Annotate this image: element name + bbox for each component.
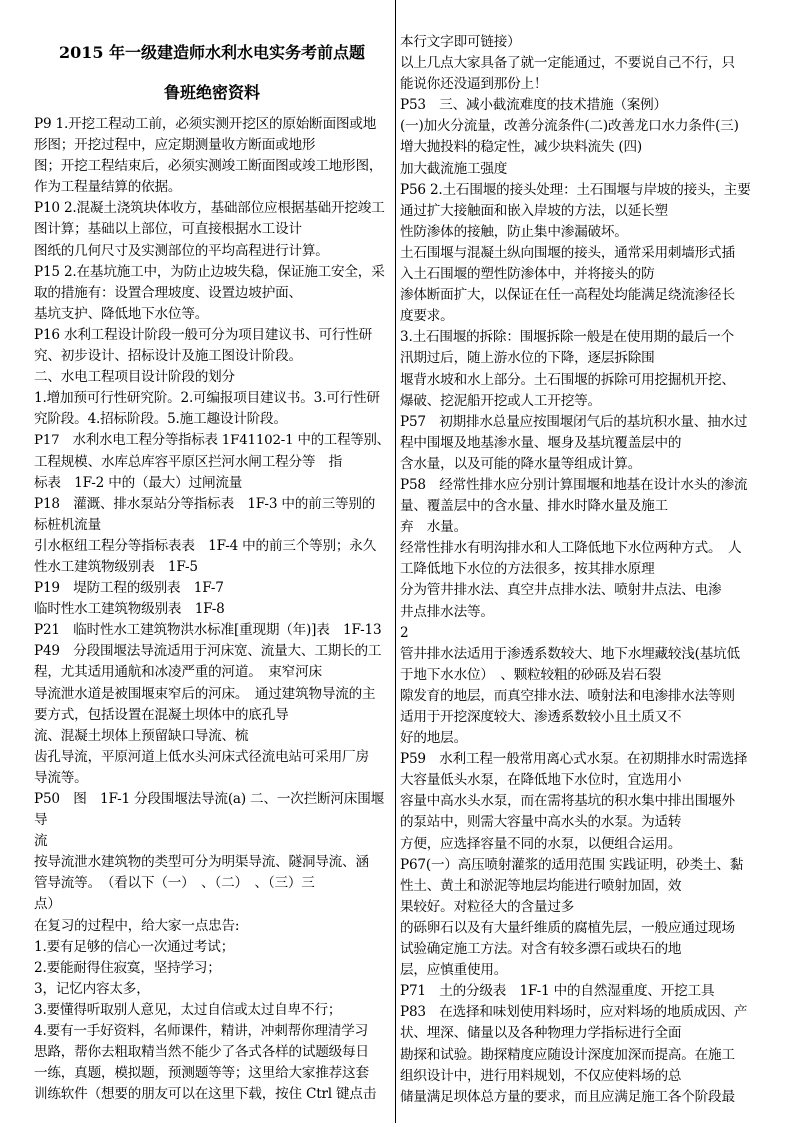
text-line: 度要求。 (400, 308, 454, 325)
text-line: 程，尤其适用通航和冰凌严重的河道。 束窄河床 (34, 664, 322, 681)
text-line: 标表 1F-2 中的（最大）过闸流量 (34, 474, 243, 491)
text-line: 流、混凝土坝体上预留缺口导流、梳 (34, 727, 249, 744)
text-line: 基坑支护、降低地下水位等。 (34, 305, 209, 322)
text-line: 训练软件（想要的朋友可以在这里下载，按住 Ctrl 键点击 (34, 1086, 377, 1103)
text-line: P50 图 1F-1 分段围堰法导流(a) 二、一次拦断河床围堰 (34, 791, 384, 807)
text-line: P16 水利工程设计阶段一般可分为项目建议书、可行性研 (34, 326, 373, 343)
text-line: 4.要有一手好资料，名师课件，精讲，冲刺帮你理清学习 (34, 1023, 369, 1040)
text-line: 标桩机流量 (34, 516, 101, 533)
text-line: 图计算；基础以上部位，可直接根据水工设计 (34, 221, 302, 238)
text-line: 渗体断面扩大，以保证在任一高程处均能满足绕流渗径长 (400, 287, 735, 304)
text-line: 能说你还没逼到那份上！ (400, 76, 548, 93)
text-line: 齿孔导流，平原河道上低水头河床式径流电站可采用厂房 (34, 748, 369, 765)
text-line: 3，记忆内容太多， (34, 980, 150, 997)
text-line: 含水量，以及可能的降水量等组成计算。 (400, 455, 642, 472)
text-line: 2.要能耐得住寂寞，坚持学习； (34, 959, 221, 976)
text-line: P19 堤防工程的级别表 1F-7 (34, 580, 224, 597)
text-line: 管导流等。 （看以下（一） 、（二） 、（三）三 (34, 875, 315, 892)
text-line: P71 土的分级表 1F-1 中的自然湿重度、开挖工具 (400, 983, 715, 1000)
text-line: 管井排水法适用于渗透系数较大、地下水埋藏较浅(基坑低 (400, 645, 740, 662)
text-line: 加大截流施工强度 (400, 160, 508, 177)
text-line: P53 三、减小截流难度的技术措施（案例） (400, 97, 667, 114)
text-line: 适用于开挖深度较大、渗透系数较小且土质又不 (400, 709, 682, 725)
text-line: 要方式，包括设置在混凝土坝体中的底孔导 (34, 706, 289, 723)
text-line: P17 水利水电工程分等指标表 1F41102-1 中的工程等别、 (34, 433, 390, 449)
text-line: P49 分段围堰法导流适用于河床宽、流量大、工期长的工 (34, 643, 382, 660)
text-line: 形图；开挖过程中，应定期测量收方断面或地形 (34, 137, 316, 154)
text-line: 储量满足坝体总方量的要求，而且应满足施工各个阶段最 (400, 1088, 735, 1105)
text-line: 性土、黄土和淤泥等地层均能进行喷射加固，效 (400, 877, 682, 894)
text-line: P18 灌溉、排水泵站分等指标表 1F-3 中的前三等别的 (34, 495, 376, 512)
text-line: 工降低地下水位的方法很多，按其排水原理 (400, 561, 655, 578)
text-line: 好的地层。 (400, 730, 467, 747)
text-line: 以上几点大家具备了就一定能通过，不要说自己不行，只 (400, 55, 735, 72)
text-line: 层，应慎重使用。 (400, 962, 508, 979)
text-line: 汛期过后，随上游水位的下降，逐层拆除围 (400, 350, 655, 367)
text-line: 果较好。对粒径大的含量过多 (400, 898, 575, 915)
right-column (400, 32, 760, 1127)
text-line: P57 初期排水总量应按围堰闭气后的基坑积水量、抽水过 (400, 413, 748, 430)
text-line: 思路，帮你去粗取精当然不能少了各式各样的试题级每日 (34, 1044, 369, 1061)
text-line: 图纸的几何尺寸及实测部位的平均高程进行计算。 (34, 242, 329, 259)
text-line: 按导流泄水建筑物的类型可分为明渠导流、隧洞导流、涵 (34, 854, 369, 871)
text-line: 3.土石围堰的拆除：围堰拆除一般是在使用期的最后一个 (400, 329, 735, 346)
text-line: 性水工建筑物级别表 1F-5 (34, 558, 198, 575)
text-line: 爆破、挖泥船开挖或人工开挖等。 (400, 392, 601, 409)
right-column-text (400, 32, 760, 1108)
text-line: 引水枢纽工程分等指标表表 1F-4 中的前三个等别；永久 (34, 537, 377, 554)
text-line: 的砾卵石以及有大量纤维质的腐植先层，一般应通过现场 (400, 919, 735, 936)
text-line: 通过扩大接触面和嵌入岸坡的方法，以延长塑 (400, 202, 668, 219)
text-line: P67(一）高压喷射灌浆的适用范围 实践证明，砂类土、黏 (400, 856, 744, 873)
text-line: P59 水利工程一般常用离心式水泵。在初期排水时需选择 (400, 751, 748, 768)
text-line: 取的措施有：设置合理坡度、设置边坡护面、 (34, 284, 302, 301)
text-line: 1.要有足够的信心一次通过考试； (34, 938, 235, 955)
text-line: 本行文字即可链接） (400, 34, 521, 50)
text-line: 弃 水量。 (400, 519, 467, 536)
text-line: 容量中高水头水泵，而在需将基坑的积水集中排出围堰外 (400, 793, 735, 810)
text-line: (一)加火分流量，改善分流条件(二)改善龙口水力条件(三) (400, 118, 739, 135)
text-line: 入土石围堰的塑性防渗体中，并将接头的防 (400, 266, 655, 283)
text-line: 图；开挖工程结束后，必须实测竣工断面图或竣工地形图， (34, 158, 383, 175)
text-line: P58 经常性排水应分别计算围堰和地基在设计水头的渗流 (400, 476, 748, 493)
text-line: 究阶段。4.招标阶段。5.施工趣设计阶段。 (34, 411, 287, 428)
text-line: 导 (34, 812, 48, 829)
text-line: 性防渗体的接触，防止集中渗漏破坏。 (400, 223, 628, 240)
text-line: 增大抛投料的稳定性，减少块料流失 (四) (400, 139, 643, 156)
left-column-text (34, 114, 390, 1105)
text-line: P10 2.混凝土浇筑块体收方，基础部位应根据基础开挖竣工 (34, 200, 385, 217)
text-line: 作为工程量结算的依据。 (34, 179, 182, 196)
text-line: 分为管井排水法、真空井点排水法、喷射井点法、电渗 (400, 582, 722, 599)
document-subtitle: 鲁班绝密资料 (163, 83, 260, 102)
document-title: 2015 年一级建造师水利水电实务考前点题 (58, 43, 366, 62)
text-line: 经常性排水有明沟排水和人工降低地下水位两种方式。 人 (400, 540, 742, 557)
text-line: 导流泄水道是被围堰束窄后的河床。 通过建筑物导流的主 (34, 685, 376, 702)
text-line: 临时性水工建筑物级别表 1F-8 (34, 601, 225, 618)
column-divider (395, 0, 396, 1123)
text-line: 土石围堰与混凝土纵向围堰的接头，通常采用刺墙形式插 (400, 244, 735, 261)
text-line: 1.增加预可行性研究阶。2.可编报项目建议书。3.可行性研 (34, 390, 380, 407)
text-line: P21 临时性水工建筑物洪水标准[重现期（年)]表 1F-13 (34, 622, 382, 639)
text-line: 3.要懂得听取别人意见，太过自信或太过自卑不行； (34, 1001, 342, 1018)
text-line: 流 (34, 833, 48, 850)
text-line: P15 2.在基坑施工中，为防止边坡失稳，保证施工安全，采 (34, 263, 385, 280)
text-line: 勘探和试验。勘探精度应随设计深度加深而提高。在施工 (400, 1046, 735, 1063)
text-line: 方便，应选择容量不同的水泵，以便组合运用。 (400, 835, 682, 852)
text-line: 组织设计中，进行用料规划，不仅应使料场的总 (400, 1067, 682, 1084)
text-line: 于地下水水位） 、颗粒较粗的砂砾及岩石裂 (400, 666, 662, 683)
text-line: P83 在选择和味划使用料场时，应对料场的地质成因、产 (400, 1004, 748, 1021)
text-line: P9 1.开挖工程动工前，必须实测开挖区的原始断面图或地 (34, 116, 377, 132)
text-line: 量、覆盖层中的含水量、排水时降水量及施工 (400, 498, 668, 515)
text-line: 究、初步设计、招标设计及施工图设计阶段。 (34, 348, 302, 365)
text-line: 井点排水法等。 (400, 603, 494, 620)
text-line: 一练，真题，模拟题，预测题等等；这里给大家推荐这套 (34, 1065, 369, 1082)
text-line: 工程规模、水库总库容平原区拦河水闸工程分等 指 (34, 453, 343, 470)
text-line: 程中围堰及地基渗水量、堰身及基坑覆盖层中的 (400, 434, 682, 451)
text-line: 大容量低头水泵，在降低地下水位时，宜选用小 (400, 772, 682, 789)
text-line: 2 (400, 624, 409, 641)
text-line: 导流等。 (34, 769, 88, 786)
text-line: 试验确定施工方法。对含有较多漂石或块石的地 (400, 941, 682, 958)
text-line: 在复习的过程中，给大家一点忠告: (34, 917, 240, 934)
text-line: 二、水电工程项目设计阶段的划分 (34, 369, 235, 386)
left-column (34, 28, 390, 1123)
text-line: 点） (34, 896, 61, 913)
text-line: 的泵站中，则需大容量中高水头的水泵。为适转 (400, 814, 682, 831)
text-line: 隙发育的地层，而真空排水法、喷射法和电渗排水法等则 (400, 687, 735, 704)
text-line: 堰背水坡和水上部分。土石围堰的拆除可用挖掘机开挖、 (400, 371, 735, 388)
text-line: 状、埋深、储量以及各种物理力学指标进行全面 (400, 1025, 682, 1042)
text-line: P56 2.土石围堰的接头处理：土石围堰与岸坡的接头，主要 (400, 181, 751, 198)
